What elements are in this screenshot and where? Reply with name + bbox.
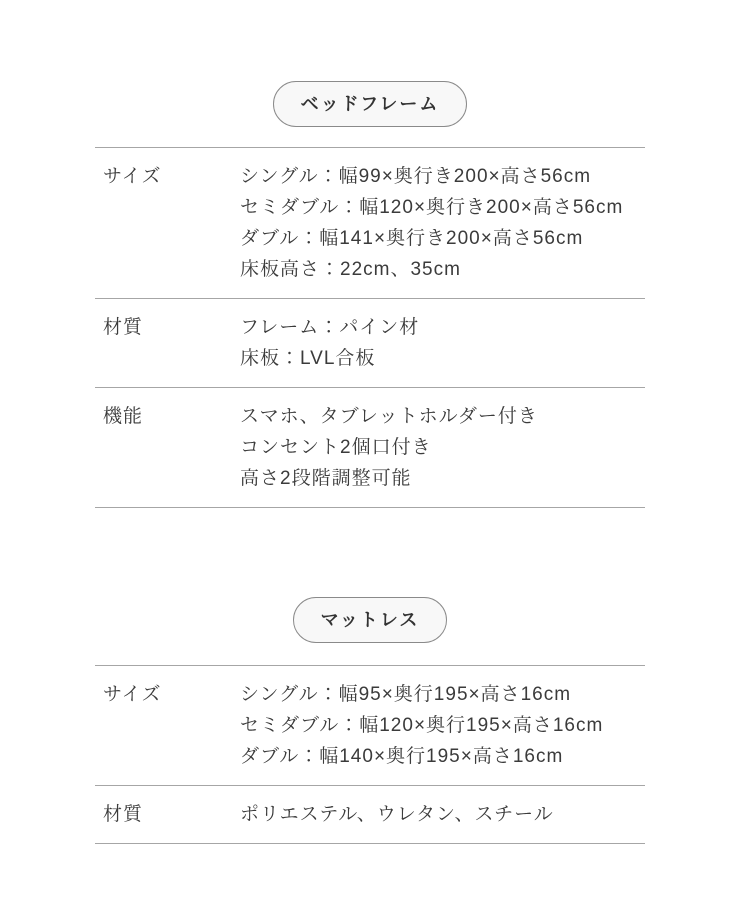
table-row-size — [95, 148, 645, 299]
mattress-section — [0, 597, 740, 844]
spec-line: シングル：幅95×奥行195×高さ16cm — [240, 684, 572, 705]
row-label: 材質 — [103, 804, 144, 825]
mattress-title-badge — [293, 597, 448, 643]
spec-line: ポリエステル、ウレタン、スチール — [240, 804, 554, 825]
spec-line: ダブル：幅141×奥行き200×高さ56cm — [240, 228, 584, 249]
row-value — [240, 312, 645, 374]
spec-line: シングル：幅99×奥行き200×高さ56cm — [240, 166, 592, 187]
row-value — [240, 161, 645, 285]
spec-line: コンセント2個口付き — [240, 437, 432, 458]
row-label: サイズ — [103, 684, 162, 705]
row-label: 機能 — [103, 406, 144, 427]
spec-line: 床板高さ：22cm、35cm — [240, 259, 461, 280]
table-row-size — [95, 666, 645, 786]
mattress-title: マットレス — [320, 610, 420, 630]
bedframe-title: ベッドフレーム — [300, 94, 440, 114]
spec-line: フレーム：パイン材 — [240, 317, 420, 338]
row-value — [240, 401, 645, 494]
mattress-spec-table — [95, 665, 645, 844]
row-value — [240, 799, 645, 830]
spec-line: スマホ、タブレットホルダー付き — [240, 406, 538, 427]
row-value — [240, 679, 645, 772]
spec-line: 床板：LVL合板 — [240, 348, 376, 369]
spec-line: セミダブル：幅120×奥行き200×高さ56cm — [240, 197, 624, 218]
bedframe-title-badge — [273, 81, 468, 127]
table-row-material — [95, 786, 645, 844]
spec-line: 高さ2段階調整可能 — [240, 468, 412, 489]
table-row-material — [95, 299, 645, 388]
table-row-function — [95, 388, 645, 508]
row-label: 材質 — [103, 317, 144, 338]
bedframe-spec-table — [95, 147, 645, 508]
spec-line: ダブル：幅140×奥行195×高さ16cm — [240, 746, 564, 767]
spec-line: セミダブル：幅120×奥行195×高さ16cm — [240, 715, 604, 736]
row-label: サイズ — [103, 166, 162, 187]
bedframe-section — [0, 81, 740, 508]
